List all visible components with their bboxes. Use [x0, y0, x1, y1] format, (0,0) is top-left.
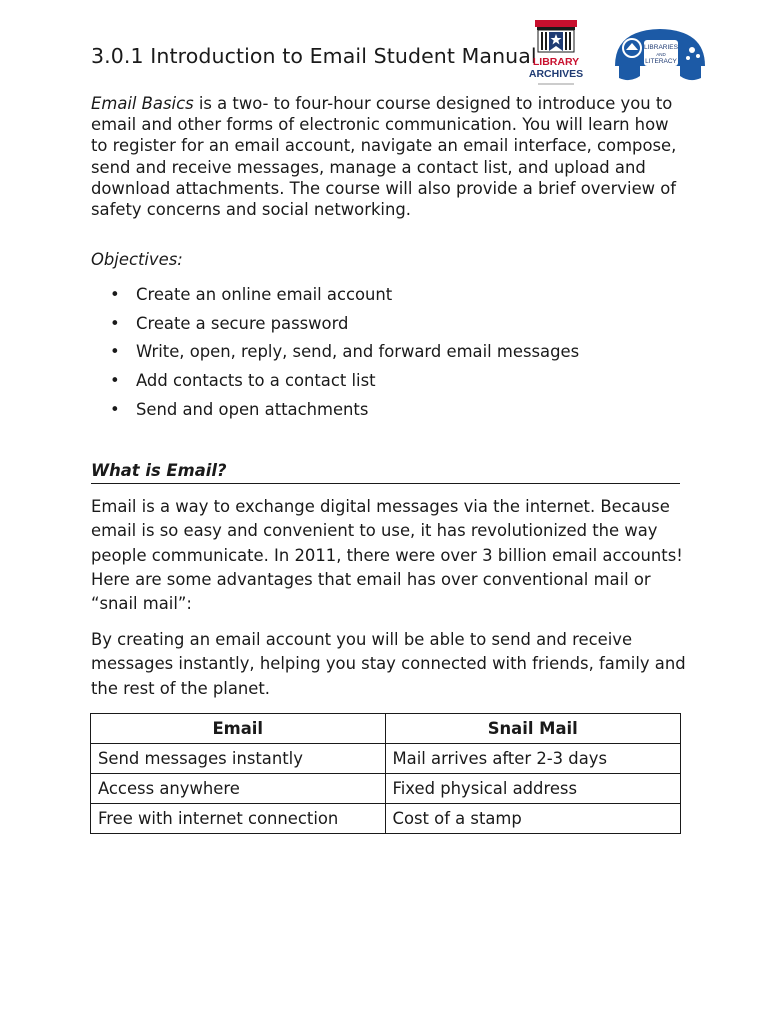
table-header-row	[91, 714, 681, 744]
account-benefits-paragraph: By creating an email account you will be able to send and receive messages instantly, helping you stay connected with friends, family and the rest of the planet.	[91, 630, 686, 698]
page-title: 3.0.1 Introduction to Email Student Manual	[91, 44, 537, 68]
list-item	[110, 369, 579, 398]
objective-text: Create an online email account	[136, 285, 393, 304]
section-heading-what-is-email: What is Email?	[91, 461, 680, 484]
table-cell: Mail arrives after 2-3 days	[385, 744, 680, 774]
libraries-literacy-logo	[612, 26, 708, 84]
bullet-icon: •	[110, 399, 120, 419]
what-is-email-paragraph: Email is a way to exchange digital messages via the internet. Because email is so easy and convenient to use, it has revolutionized the way people communicate. In 2011, there were over 3 billion email accounts! Here are some advantages that email has over conventional mail or “snail mail”:	[91, 497, 683, 614]
library-archives-logo	[526, 18, 586, 90]
bullet-icon: •	[110, 313, 120, 333]
logo-roof	[535, 20, 577, 27]
course-name: Email Basics	[91, 94, 194, 113]
objectives-list	[110, 283, 579, 426]
table-cell: Cost of a stamp	[385, 804, 680, 834]
table-cell: Fixed physical address	[385, 774, 680, 804]
comparison-table	[90, 713, 681, 834]
column-header-snail-mail: Snail Mail	[385, 714, 680, 744]
logo-text-library: LIBRARY	[532, 56, 580, 68]
list-item	[110, 283, 579, 312]
objective-text: Send and open attachments	[136, 399, 369, 419]
intro-paragraph	[91, 93, 681, 220]
list-item	[110, 398, 579, 427]
bullet-icon: •	[110, 342, 120, 362]
table-row	[91, 744, 681, 774]
logo-text-libraries: LIBRARIES	[644, 44, 678, 51]
table-row	[91, 804, 681, 834]
objective-text: Write, open, reply, send, and forward email messages	[136, 342, 580, 362]
table-cell: Access anywhere	[91, 774, 386, 804]
table-row	[91, 774, 681, 804]
column-header-email: Email	[91, 714, 386, 744]
intro-text: is a two- to four-hour course designed to introduce you to email and other forms of electronic communication. You will learn how to register for an email account, navigate an email interface, compose, send and receive messages, manage a contact list, and upload and download attachments. The course will also provide a brief overview of safety concerns and social networking.	[91, 94, 677, 220]
bullet-icon: •	[110, 371, 120, 391]
table-cell: Free with internet connection	[91, 804, 386, 834]
objectives-label: Objectives:	[91, 250, 183, 269]
table-cell: Send messages instantly	[91, 744, 386, 774]
list-item	[110, 340, 579, 369]
logo-text-and: AND	[656, 52, 666, 57]
list-item	[110, 312, 579, 341]
objective-text: Add contacts to a contact list	[136, 371, 376, 391]
objective-text: Create a secure password	[136, 313, 349, 333]
logo-text-literacy: LITERACY	[645, 58, 677, 65]
logo-text-archives: ARCHIVES	[528, 68, 584, 80]
bullet-icon: •	[110, 285, 120, 304]
